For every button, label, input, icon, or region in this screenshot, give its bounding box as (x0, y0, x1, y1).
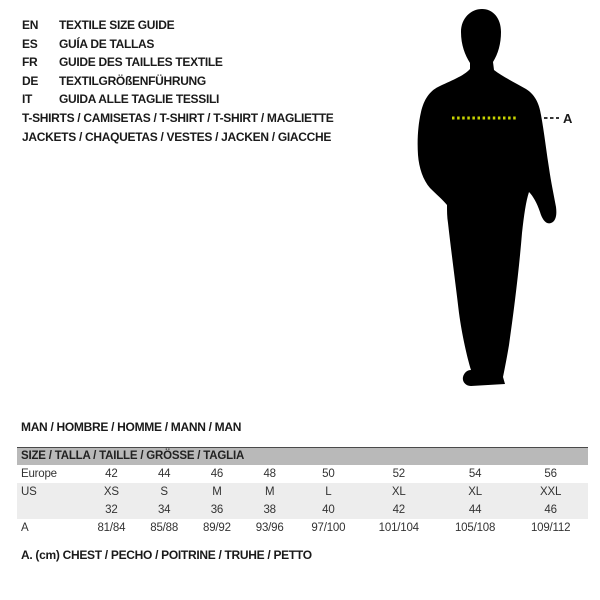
size-cell: 48 (263, 467, 276, 480)
size-row-label: A (21, 521, 29, 534)
size-row-label: Europe (21, 467, 57, 480)
size-cell: 42 (392, 503, 405, 516)
size-cell: 97/100 (311, 521, 346, 534)
size-cell: 85/88 (150, 521, 179, 534)
size-cell: 34 (157, 503, 171, 516)
language-row (22, 90, 223, 109)
size-table-row (17, 519, 588, 537)
size-cell: XL (468, 485, 482, 498)
size-table (17, 447, 588, 537)
size-cell: 42 (105, 467, 118, 480)
size-cell: 109/112 (530, 521, 571, 534)
size-cell: 56 (544, 467, 557, 480)
size-cell: M (264, 485, 275, 498)
size-cell: 93/96 (255, 521, 284, 534)
language-row (22, 72, 223, 91)
man-silhouette (418, 9, 557, 386)
size-cell: 40 (322, 503, 335, 516)
size-cell: 46 (544, 503, 557, 516)
category-lines (22, 109, 334, 147)
language-code: FR (22, 55, 38, 69)
size-cell: XXL (540, 485, 562, 498)
language-code: IT (22, 92, 33, 106)
language-code: EN (22, 18, 39, 32)
size-cell: 44 (468, 503, 482, 516)
measure-label-a: A (563, 111, 573, 126)
size-table-body (17, 465, 588, 537)
size-table-row (17, 483, 588, 501)
size-cell: 105/108 (454, 521, 496, 534)
language-label: GUIDE DES TAILLES TEXTILE (59, 55, 223, 69)
size-table-header-row (17, 448, 588, 465)
category-line-tshirts: T-SHIRTS / CAMISETAS / T-SHIRT / T-SHIRT / MAGLIETTE (22, 111, 334, 125)
size-cell: 89/92 (203, 521, 231, 534)
size-table-header: SIZE / TALLA / TAILLE / GRÖSSE / TAGLIA (17, 448, 588, 465)
size-cell: 52 (392, 467, 405, 480)
size-cell: 101/104 (378, 521, 419, 534)
category-line-jackets: JACKETS / CHAQUETAS / VESTES / JACKEN / GIACCHE (22, 130, 332, 144)
size-cell: 32 (105, 503, 118, 516)
measurement-footnote: A. (cm) CHEST / PECHO / POITRINE / TRUHE / PETTO (21, 548, 312, 562)
size-cell: 46 (210, 467, 224, 480)
size-cell: 36 (210, 503, 224, 516)
size-cell: XS (103, 485, 119, 498)
size-cell: 50 (322, 467, 335, 480)
language-label: TEXTILGRÖßENFÜHRUNG (59, 73, 206, 88)
language-code: DE (22, 73, 39, 88)
size-cell: 44 (157, 467, 171, 480)
section-title-man: MAN / HOMBRE / HOMME / MANN / MAN (21, 420, 242, 434)
size-table-row (17, 465, 588, 483)
size-cell: L (325, 485, 332, 498)
size-cell: 38 (263, 503, 276, 516)
size-cell: M (212, 485, 222, 498)
language-label: GUIDA ALLE TAGLIE TESSILI (59, 92, 220, 106)
size-table-row (17, 501, 588, 519)
size-row-label: US (21, 485, 37, 498)
language-label: TEXTILE SIZE GUIDE (59, 18, 175, 32)
language-row (22, 16, 223, 35)
language-list (22, 16, 223, 109)
language-code: ES (22, 36, 38, 51)
size-cell: 54 (468, 467, 482, 480)
language-row (22, 53, 223, 72)
language-label: GUÍA DE TALLAS (59, 36, 155, 51)
man-silhouette-svg (370, 5, 580, 395)
language-row (22, 35, 223, 54)
size-cell: XL (391, 485, 406, 498)
size-row-label (17, 501, 85, 519)
size-cell: S (160, 485, 168, 498)
man-silhouette-figure (370, 5, 580, 395)
size-cell: 81/84 (97, 521, 126, 534)
